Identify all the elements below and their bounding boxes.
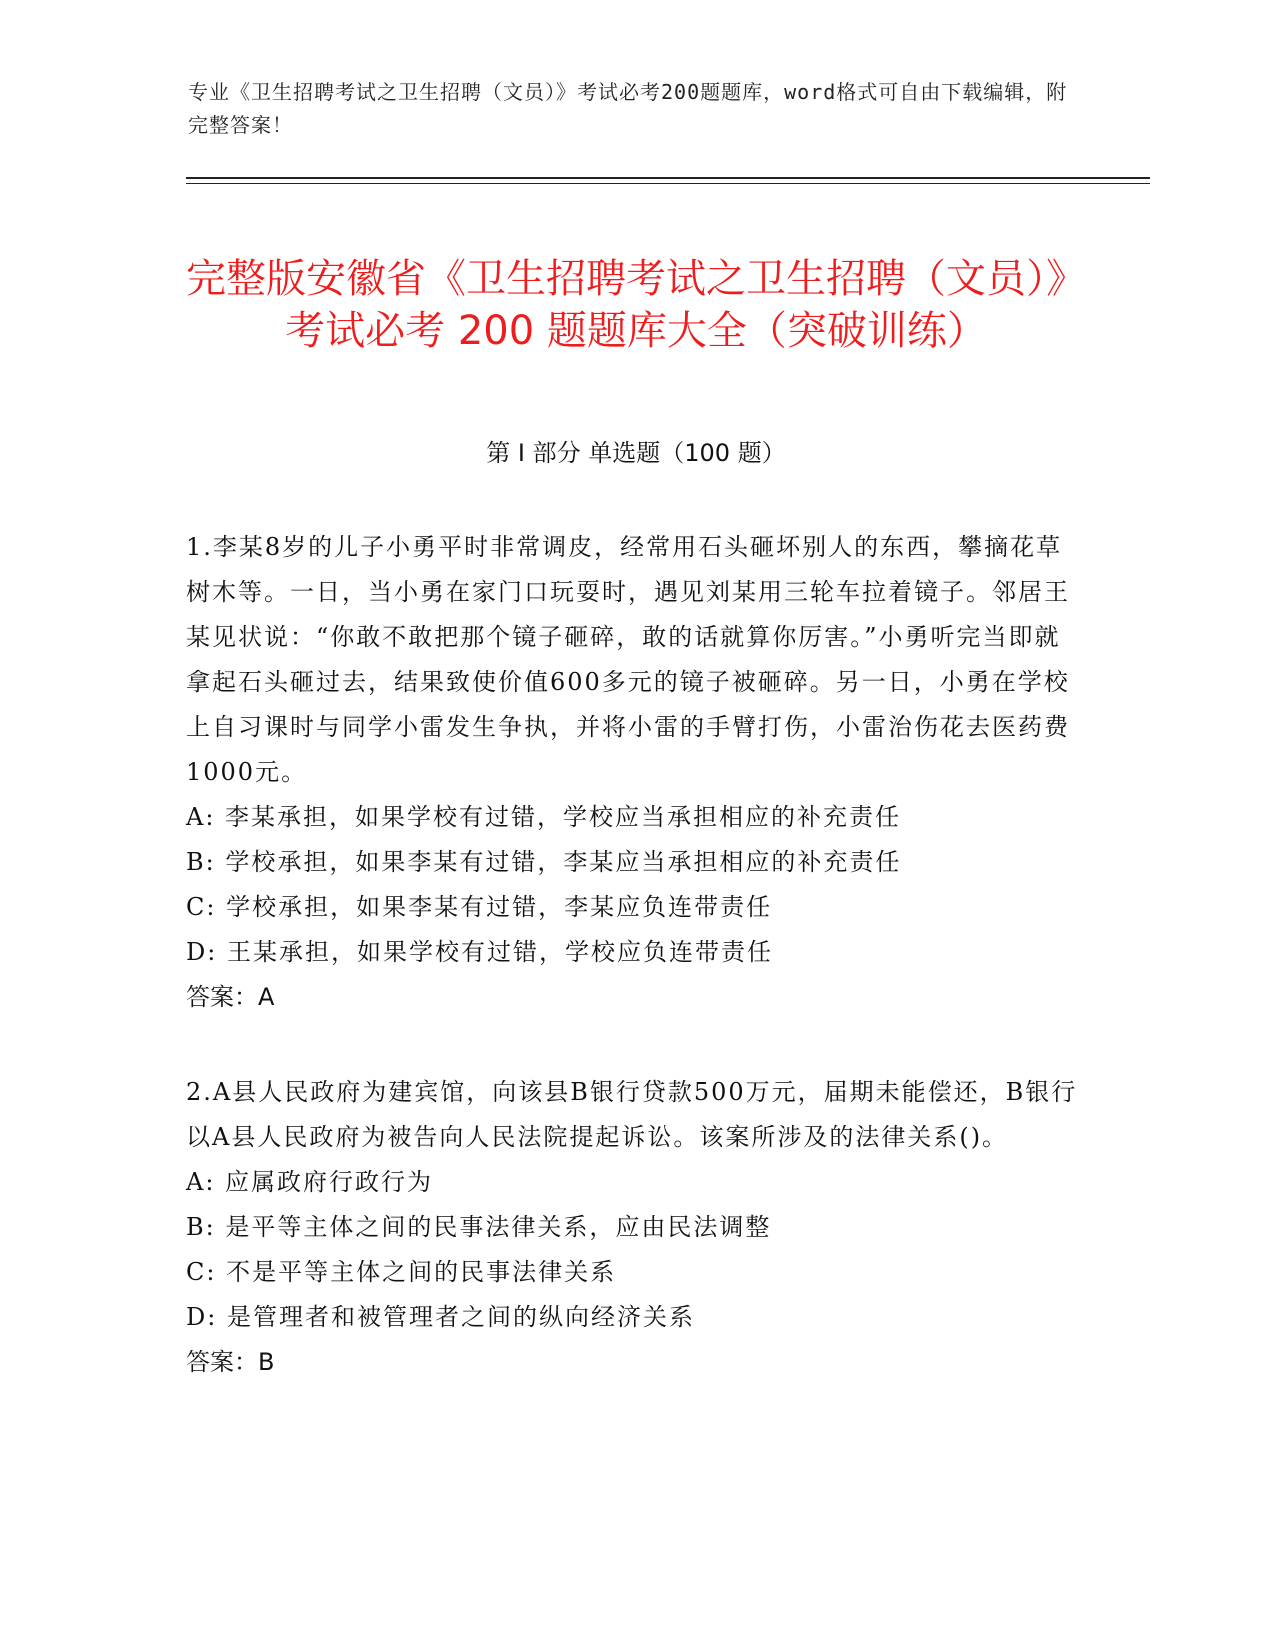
option-a: A: 应属政府行政行为 xyxy=(186,1168,434,1196)
option-b: B: 是平等主体之间的民事法律关系，应由民法调整 xyxy=(186,1213,772,1241)
option-c: C: 不是平等主体之间的民事法律关系 xyxy=(186,1258,617,1286)
question-stem: 2.A县人民政府为建宾馆，向该县B银行贷款500万元，届期未能偿还，B银行以A县人民政府为被告向人民法院提起诉讼。该案所涉及的法律关系()。 xyxy=(186,1078,1078,1151)
option-c: C: 学校承担，如果李某有过错，李某应负连带责任 xyxy=(186,893,773,921)
section-heading: 第 I 部分 单选题（100 题） xyxy=(486,439,786,467)
option-a: A: 李某承担，如果学校有过错，学校应当承担相应的补充责任 xyxy=(186,803,902,831)
question-2 xyxy=(186,1070,1086,1385)
answer: 答案：A xyxy=(186,983,275,1011)
option-d: D: 是管理者和被管理者之间的纵向经济关系 xyxy=(186,1303,695,1331)
header-divider-thin xyxy=(186,183,1150,184)
question-1 xyxy=(186,525,1086,1020)
question-stem: 1.李某8岁的儿子小勇平时非常调皮，经常用石头砸坏别人的东西，攀摘花草树木等。一日，当小勇在家门口玩耍时，遇见刘某用三轮车拉着镜子。邻居王某见状说：“你敢不敢把那个镜子砸碎，敢的话就算你厉害。”小勇听完当即就拿起石头砸过去，结果致使价值600多元的镜子被砸碎。另一日，小勇在学校上自习课时与同学小雷发生争执，并将小雷的手臂打伤，小雷治伤花去医药费1000元。 xyxy=(186,533,1070,786)
option-d: D: 王某承担，如果学校有过错，学校应负连带责任 xyxy=(186,938,773,966)
option-b: B: 学校承担，如果李某有过错，李某应当承担相应的补充责任 xyxy=(186,848,902,876)
answer: 答案：B xyxy=(186,1348,275,1376)
header-divider-thick xyxy=(186,177,1150,179)
header-note: 专业《卫生招聘考试之卫生招聘（文员）》考试必考200题题库，word格式可自由下载编辑，附完整答案！ xyxy=(188,80,1068,137)
document-title: 完整版安徽省《卫生招聘考试之卫生招聘（文员）》考试必考 200 题题库大全（突破训练） xyxy=(186,255,1086,354)
